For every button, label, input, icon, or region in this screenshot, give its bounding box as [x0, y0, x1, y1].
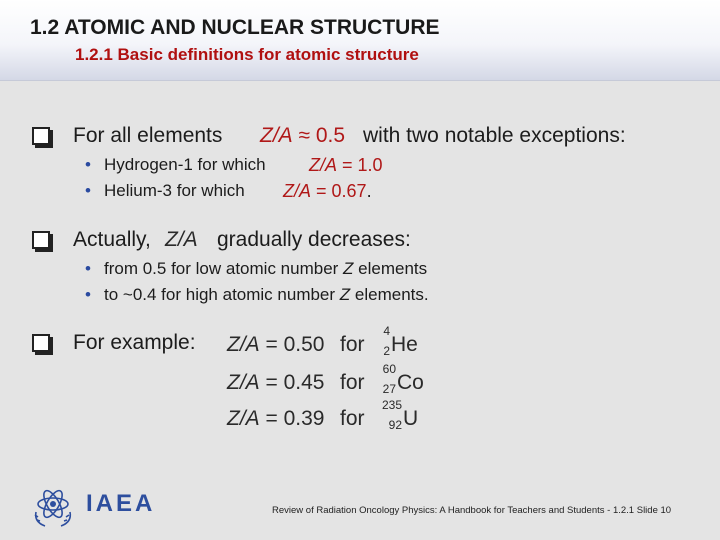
item-1-after: with two notable exceptions: — [363, 124, 626, 147]
title-band — [0, 0, 720, 81]
example-2-for: for — [340, 371, 365, 394]
mass-number: 235 — [381, 398, 402, 412]
item-3-text: For example: — [73, 331, 196, 354]
example-value: = 0.45 — [259, 371, 325, 394]
element-symbol: He — [391, 333, 418, 356]
example-1-for: for — [340, 333, 365, 356]
math-value: ≈ 0.5 — [292, 124, 346, 147]
example-value: = 0.50 — [259, 333, 325, 356]
bullet-dot-icon: • — [85, 181, 91, 200]
sub-1-1-math — [309, 155, 383, 176]
item-2-math — [165, 228, 198, 252]
example-3-for: for — [340, 407, 365, 430]
sub-2-1-z: Z — [343, 259, 354, 278]
slide-title: 1.2 ATOMIC AND NUCLEAR STRUCTURE — [30, 16, 440, 39]
element-symbol: U — [403, 407, 419, 430]
iaea-logo-text: IAEA — [86, 490, 156, 517]
sub-1-1-text: Hydrogen-1 for which — [104, 155, 266, 174]
example-ratio: Z/A — [227, 371, 260, 394]
nuclide-co — [380, 362, 430, 396]
example-ratio: Z/A — [227, 407, 260, 430]
sub-2-2-text — [104, 285, 429, 305]
atomic-number: 92 — [388, 418, 402, 432]
sub-2-1-pre: from 0.5 for low atomic number — [104, 259, 344, 278]
example-3-eq — [227, 407, 324, 431]
mass-number: 60 — [382, 362, 396, 376]
bullet-dot-icon: • — [85, 259, 91, 278]
math-ratio: Z/A — [260, 124, 293, 147]
math-ratio: Z/A — [309, 155, 338, 175]
item-2-after: gradually decreases: — [217, 228, 411, 251]
sub-2-1-post: elements — [353, 259, 428, 278]
checkbox-bullet-icon — [32, 334, 50, 352]
item-2-text: Actually, — [73, 228, 151, 251]
footer-citation: Review of Radiation Oncology Physics: A Handbook for Teachers and Students - 1.2.1 Slide 10 — [272, 505, 672, 516]
atomic-number: 2 — [383, 344, 390, 358]
math-ratio: Z/A — [283, 181, 312, 201]
checkbox-bullet-icon — [32, 127, 50, 145]
element-symbol: Co — [397, 371, 424, 394]
bullet-dot-icon: • — [85, 285, 91, 304]
iaea-emblem-icon — [30, 482, 76, 528]
sub-1-2-math — [283, 181, 372, 202]
atomic-number: 27 — [382, 382, 396, 396]
item-1-text: For all elements — [73, 124, 223, 147]
math-ratio: Z/A — [165, 228, 198, 251]
sub-2-2-pre: to ~0.4 for high atomic number — [104, 285, 340, 304]
sub-2-2-z: Z — [339, 285, 351, 304]
bullet-dot-icon: • — [85, 155, 91, 174]
math-value: = 1.0 — [337, 155, 383, 175]
example-2-eq — [227, 371, 324, 395]
math-value: = 0.67 — [311, 181, 367, 201]
nuclide-he — [374, 324, 424, 358]
sub-1-2-text: Helium-3 for which — [104, 181, 245, 200]
sub-2-1-text — [104, 259, 427, 279]
example-value: = 0.39 — [259, 407, 325, 430]
slide-subtitle: 1.2.1 Basic definitions for atomic structure — [75, 45, 419, 64]
example-1-eq — [227, 333, 324, 357]
mass-number: 4 — [383, 324, 390, 338]
item-1-math — [260, 124, 345, 148]
example-ratio: Z/A — [227, 333, 260, 356]
checkbox-bullet-icon — [32, 231, 50, 249]
sub-2-2-post: elements. — [350, 285, 429, 304]
nuclide-u — [381, 398, 436, 432]
math-suffix: . — [366, 181, 372, 201]
